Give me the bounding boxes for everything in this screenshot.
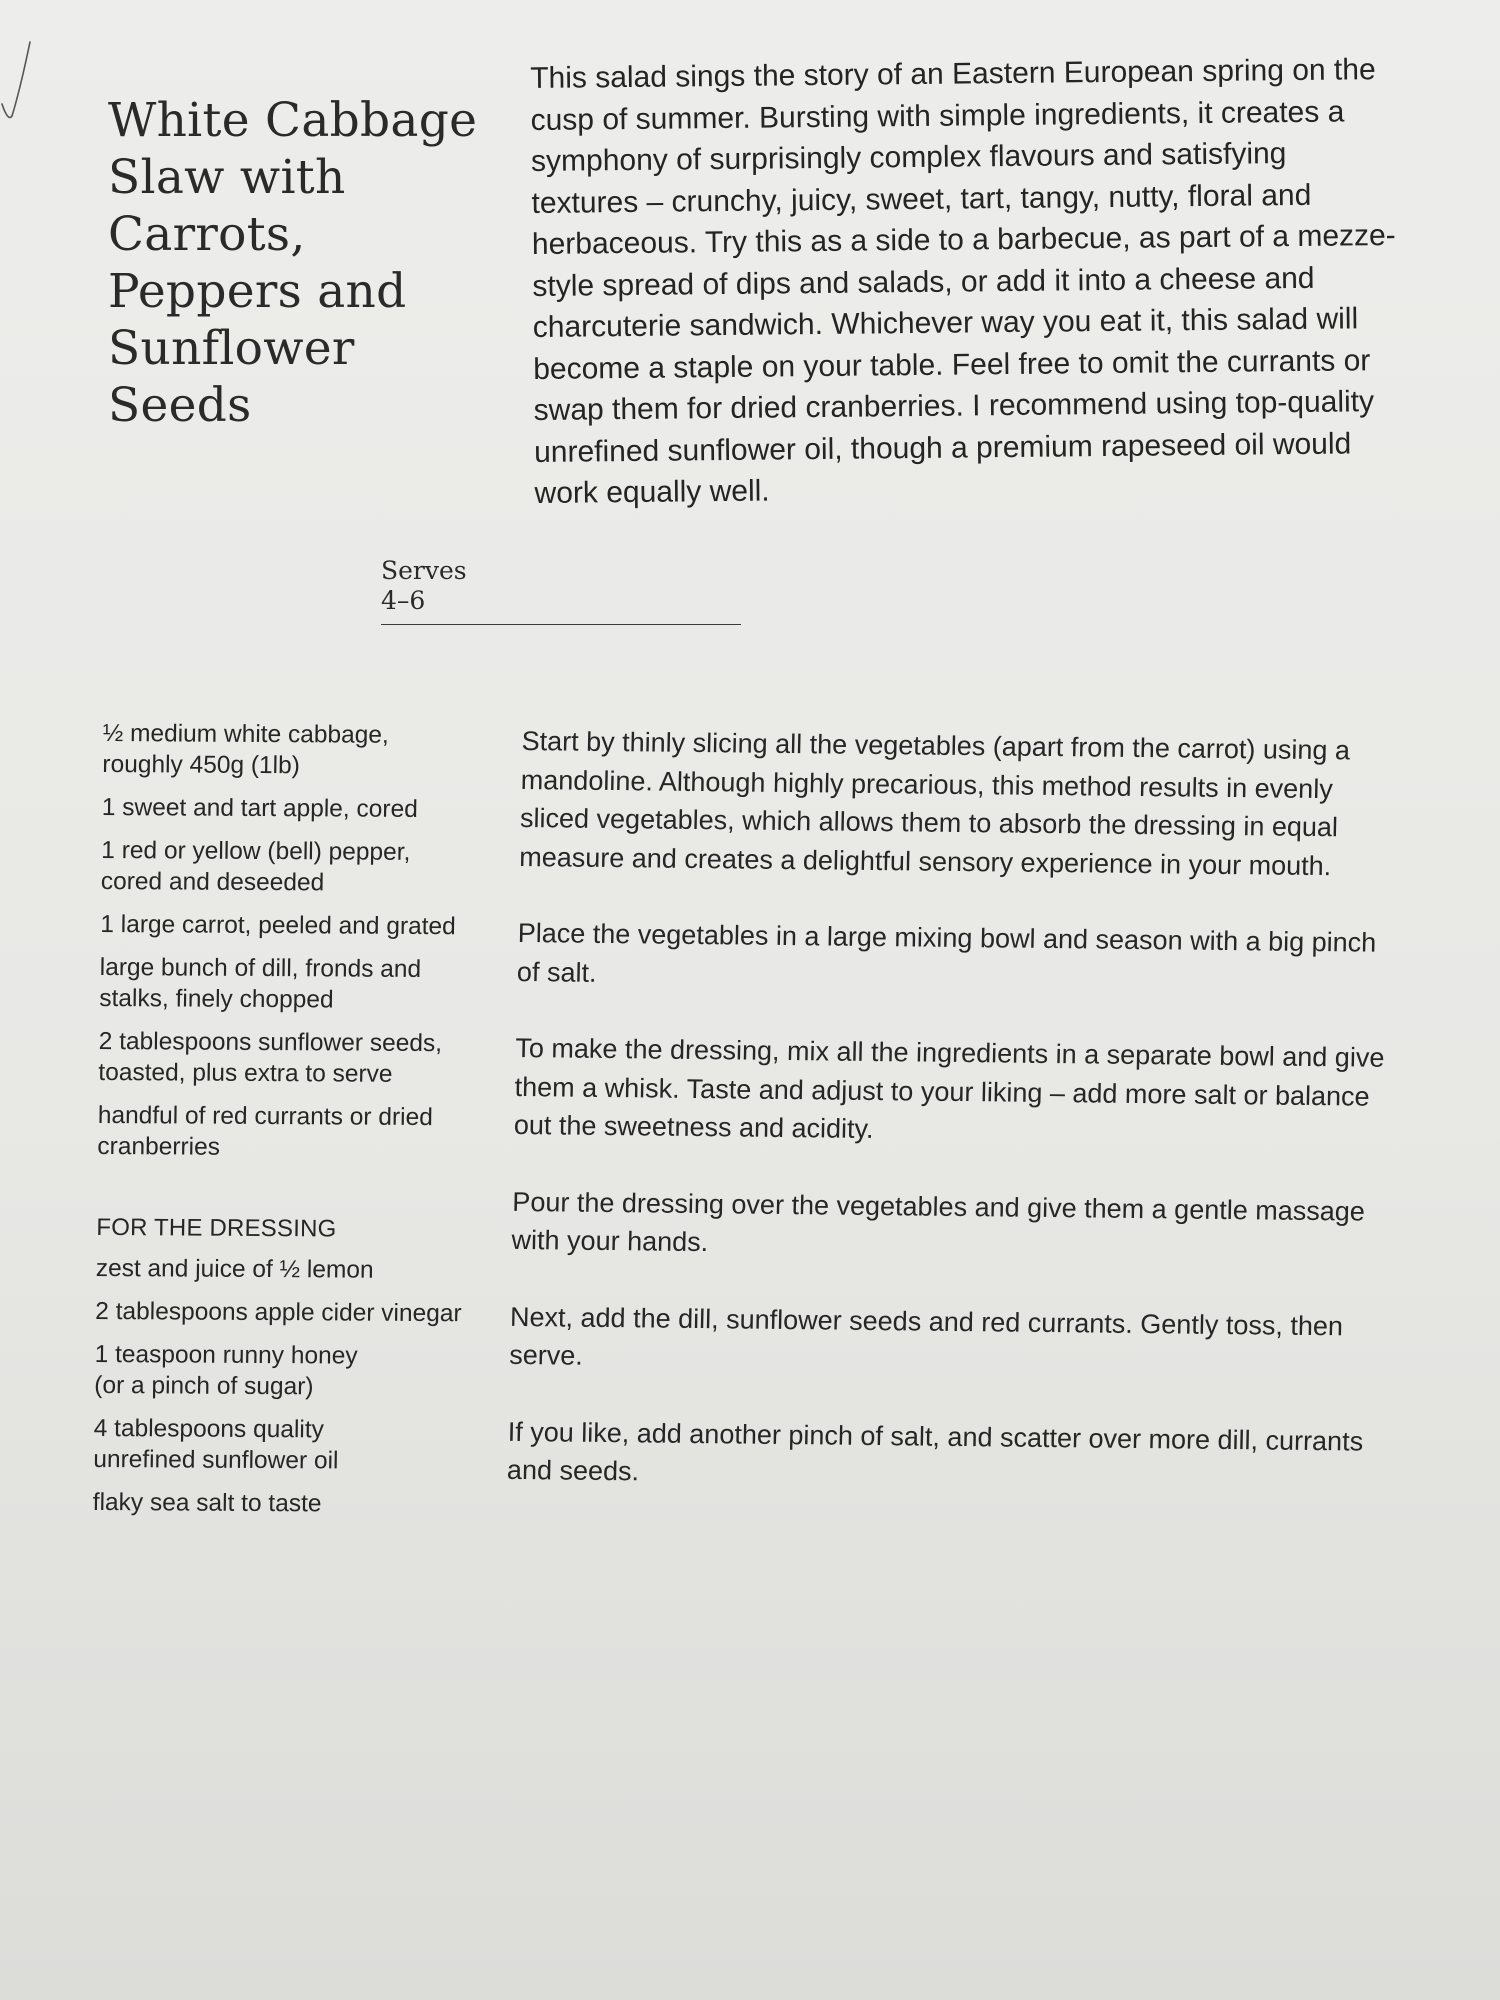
title-line: Peppers and: [108, 264, 407, 319]
dressing-item: flaky sea salt to taste: [92, 1488, 322, 1518]
dressing-item: 1 teaspoon runny honey (or a pinch of sugar): [94, 1340, 358, 1401]
dressing-item: 4 tablespoons quality unrefined sunflower oil: [93, 1414, 339, 1475]
method-step: Start by thinly slicing all the vegetables (apart from the carrot) using a mandoline. Although highly precarious, this method results in evenly sliced vegetables, which allows them to absorb the dressing in equal measure and creates a delightful sensory experience in your mouth.: [518, 725, 1351, 881]
method-step: To make the dressing, mix all the ingredients in a separate bowl and give them a whisk. Taste and adjust to your liking – add more salt or balance out the sweetness and acidity.: [513, 1032, 1385, 1145]
recipe-intro: This salad sings the story of an Eastern European spring on the cusp of summer. Bursting with simple ingredients, it creates a symphony of surprisingly complex flavours and satisfying textures – crunchy, juicy, sweet, tart, tangy, nutty, floral and herbaceous. Try this as a side to a barbecue, as part of a mezze-style spread of dips and salads, or add it into a cheese and charcuterie sandwich. Whichever way you eat it, this salad will become a staple on your table. Feel free to omit the currants or swap them for dried cranberries. I recommend using top-quality unrefined sunflower oil, though a premium rapeseed oil would work equally well.: [530, 53, 1396, 510]
title-line: Carrots,: [108, 207, 306, 262]
dressing-item: 2 tablespoons apple cider vinegar: [95, 1297, 462, 1328]
ingredient-item: 1 red or yellow (bell) pepper, cored and deseeded: [100, 836, 411, 897]
title-line: Sunflower: [108, 321, 355, 376]
ingredient-item: large bunch of dill, fronds and stalks, finely chopped: [99, 953, 422, 1014]
ingredients-column: [92, 718, 503, 1532]
method-step: If you like, add another pinch of salt, and scatter over more dill, currants and seeds.: [506, 1416, 1364, 1487]
title-line: White Cabbage: [108, 93, 478, 148]
ingredient-item: 1 sweet and tart apple, cored: [101, 793, 418, 823]
method-step: Place the vegetables in a large mixing bowl and season with a big pinch of salt.: [516, 917, 1377, 988]
ingredient-item: handful of red currants or dried cranberries: [97, 1101, 433, 1161]
serves-block: [381, 556, 741, 625]
method-step: Pour the dressing over the vegetables and give them a gentle massage with your hands.: [511, 1186, 1366, 1258]
dressing-item: zest and juice of ½ lemon: [95, 1254, 374, 1284]
title-line: Slaw with: [108, 150, 346, 205]
ingredient-list: [97, 718, 503, 1164]
method-column: [506, 722, 1402, 1537]
ingredient-item: ½ medium white cabbage, roughly 450g (1lb): [102, 719, 389, 780]
serves-value: 4–6: [381, 586, 426, 615]
title-line: Seeds: [108, 378, 252, 433]
dressing-list: [93, 1253, 496, 1520]
method-step: Next, add the dill, sunflower seeds and red currants. Gently toss, then serve.: [508, 1301, 1344, 1371]
ingredient-item: 1 large carrot, peeled and grated: [100, 910, 456, 941]
pencil-tick-mark-icon: [0, 30, 40, 130]
recipe-title: [108, 92, 488, 434]
dressing-heading: FOR THE DRESSING: [96, 1213, 337, 1243]
ingredient-item: 2 tablespoons sunflower seeds, toasted, plus extra to serve: [98, 1027, 443, 1088]
serves-label: Serves: [381, 556, 467, 585]
